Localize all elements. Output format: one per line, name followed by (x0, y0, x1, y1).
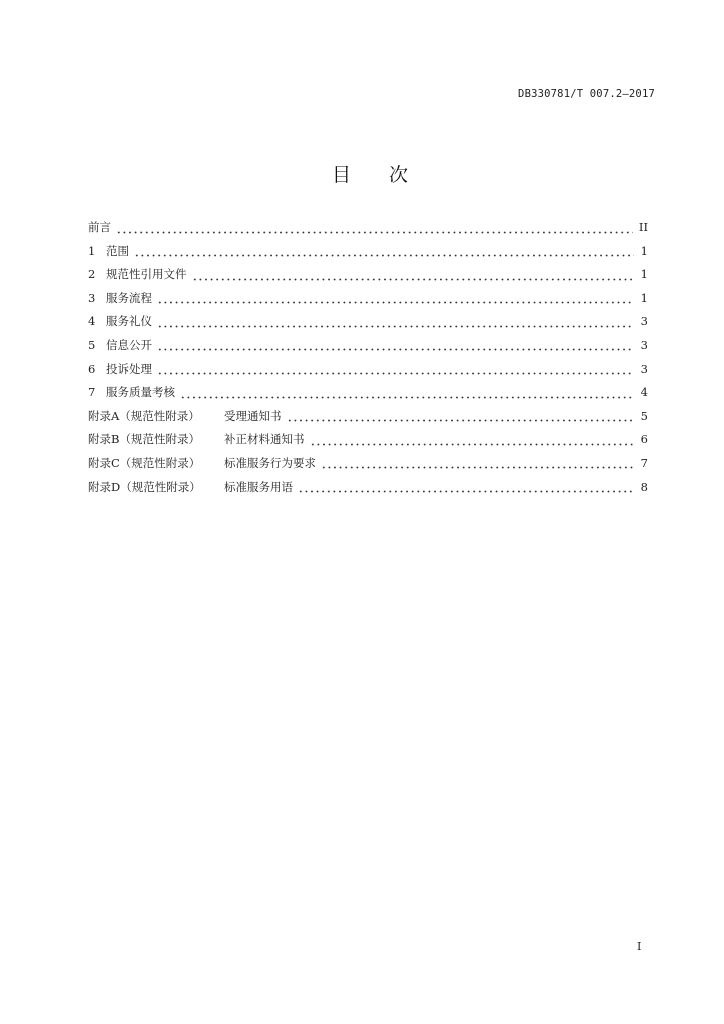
toc-entry-page: 3 (640, 337, 648, 352)
toc-entry-page: 3 (640, 361, 648, 376)
toc-entry-number: 7 (88, 385, 96, 400)
toc-entry-page: 3 (640, 314, 648, 329)
toc-entry-title: 服务流程 (106, 290, 152, 305)
toc-entry (88, 263, 648, 287)
toc-entry-appendix (88, 452, 648, 476)
toc-entry-title: 规范性引用文件 (106, 267, 187, 282)
dot-leader (156, 334, 634, 358)
table-of-contents (88, 216, 648, 499)
dot-leader (115, 216, 633, 240)
page-title: 目 次 (332, 164, 409, 186)
dot-leader (286, 405, 635, 429)
toc-entry (88, 287, 648, 311)
dot-leader (156, 287, 634, 311)
toc-entry-page: 6 (640, 432, 648, 447)
toc-entry-title: 补正材料通知书 (224, 432, 305, 447)
toc-entry (88, 240, 648, 264)
toc-entry-page: 7 (640, 455, 648, 470)
dot-leader (309, 428, 635, 452)
toc-entry-number: 4 (88, 314, 96, 329)
toc-entry (88, 358, 648, 382)
page-number: I (637, 940, 642, 953)
document-code: DB330781/T 007.2—2017 (518, 88, 655, 100)
toc-appendix-label: 附录B（规范性附录） (88, 432, 200, 447)
toc-entry-title: 受理通知书 (224, 408, 282, 423)
toc-entry-number: 5 (88, 337, 96, 352)
toc-entry-title: 范围 (106, 243, 129, 258)
toc-entry-foreword (88, 216, 648, 240)
toc-entry-page: 1 (640, 267, 648, 282)
toc-entry-page: 1 (640, 243, 648, 258)
toc-entry-number: 1 (88, 243, 96, 258)
toc-entry-page: 8 (640, 479, 648, 494)
dot-leader (156, 310, 634, 334)
toc-entry (88, 381, 648, 405)
toc-entry-title: 服务质量考核 (106, 385, 175, 400)
toc-entry-appendix (88, 405, 648, 429)
toc-entry-title: 投诉处理 (106, 361, 152, 376)
toc-entry-number: 2 (88, 267, 96, 282)
toc-entry-page: 1 (640, 290, 648, 305)
toc-entry-appendix (88, 428, 648, 452)
toc-appendix-label: 附录A（规范性附录） (88, 408, 200, 423)
toc-entry (88, 334, 648, 358)
dot-leader (320, 452, 634, 476)
toc-entry-page: 4 (640, 385, 648, 400)
toc-appendix-label: 附录C（规范性附录） (88, 455, 201, 470)
dot-leader (297, 476, 634, 500)
toc-entry-appendix (88, 476, 648, 500)
dot-leader (133, 240, 634, 264)
dot-leader (156, 358, 634, 382)
toc-entry (88, 310, 648, 334)
toc-entry-number: 6 (88, 361, 96, 376)
toc-entry-title: 服务礼仪 (106, 314, 152, 329)
toc-entry-title: 标准服务用语 (224, 479, 293, 494)
dot-leader (179, 381, 634, 405)
toc-entry-title: 标准服务行为要求 (224, 455, 316, 470)
toc-entry-title: 信息公开 (106, 337, 152, 352)
toc-entry-page: 5 (640, 408, 648, 423)
toc-appendix-label: 附录D（规范性附录） (88, 479, 201, 494)
toc-entry-number: 3 (88, 290, 96, 305)
toc-entry-page: II (638, 220, 648, 234)
toc-entry-title: 前言 (88, 220, 111, 234)
dot-leader (191, 263, 635, 287)
